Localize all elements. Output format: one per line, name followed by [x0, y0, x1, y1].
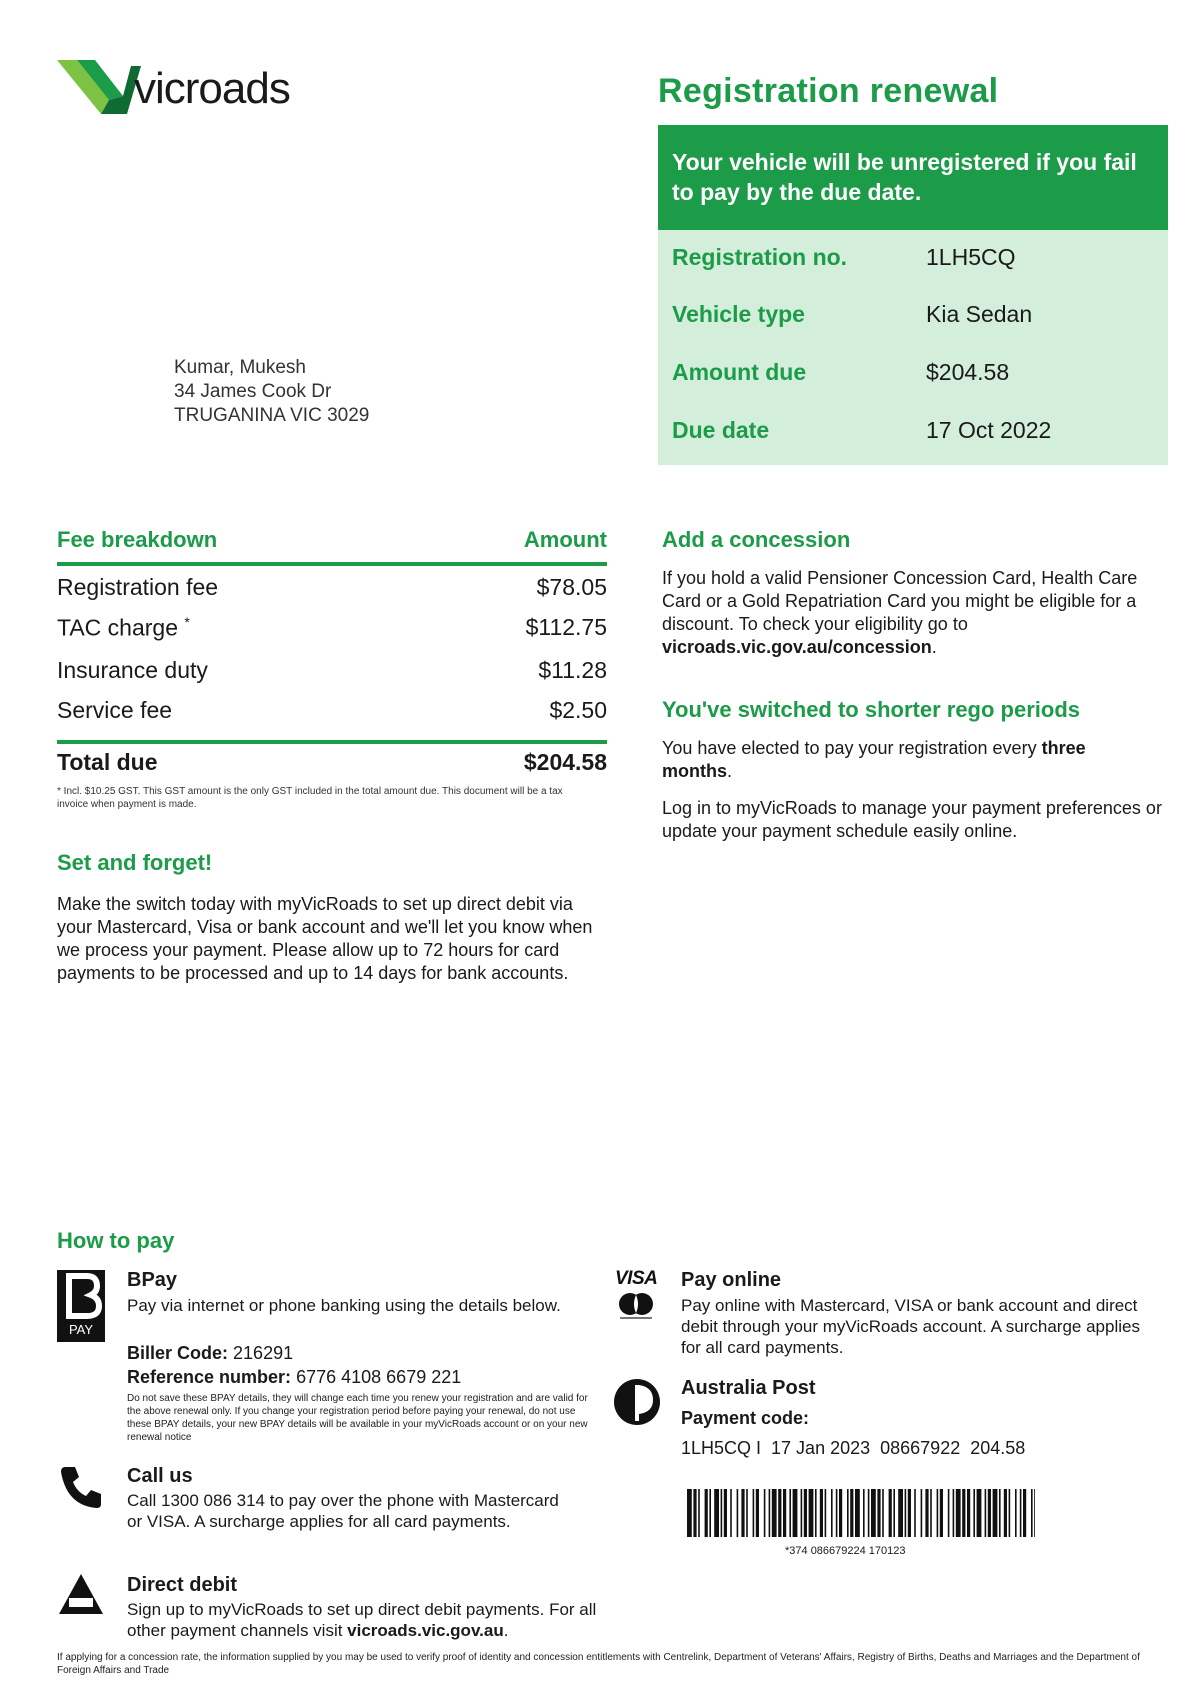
barcode-bar [988, 1489, 991, 1537]
payment-code-label: Payment code: [681, 1408, 810, 1428]
barcode-bar [746, 1489, 748, 1537]
total-row [57, 749, 607, 779]
barcode-bar [764, 1489, 766, 1537]
concession-link[interactable]: vicroads.vic.gov.au/concession [662, 637, 932, 657]
direct-debit-title: Direct debit [127, 1574, 238, 1596]
concession-title: Add a concession [662, 527, 851, 552]
fee-row [57, 614, 607, 644]
fee-amount: $112.75 [525, 614, 607, 640]
barcode-bar [977, 1489, 982, 1537]
barcode-bar [962, 1489, 965, 1537]
call-us-body: Call 1300 086 314 to pay over the phone with Mastercard or VISA. A surcharge applies for all card payments. [127, 1491, 559, 1531]
barcode-bar [1031, 1489, 1033, 1537]
fee-row [57, 657, 607, 687]
barcode-bar [756, 1489, 759, 1537]
barcode-bar [753, 1489, 755, 1537]
shorter-rego-title: You've switched to shorter rego periods [662, 697, 1081, 722]
vicroads-link[interactable]: vicroads.vic.gov.au [347, 1621, 504, 1640]
shorter-rego-body: You have elected to pay your registration every three months. [662, 738, 1086, 781]
barcode-bar [925, 1489, 928, 1537]
barcode-bar [905, 1489, 907, 1537]
barcode-bar [847, 1489, 849, 1537]
total-amount: $204.58 [523, 749, 607, 775]
barcode-bar [820, 1489, 823, 1537]
barcode-bar [769, 1489, 771, 1537]
barcode-bar [714, 1489, 719, 1537]
payment-code: 1LH5CQ I 17 Jan 2023 08667922 204.58 [681, 1438, 1026, 1458]
barcode [687, 1489, 1035, 1537]
biller-code: Biller Code: 216291 [127, 1343, 294, 1363]
address-line1: 34 James Cook Dr [174, 381, 332, 402]
barcode-bar [783, 1489, 786, 1537]
pay-online-body: Pay online with Mastercard, VISA or bank account and direct debit through your myVicRoads account. A surcharge applies for all card payments. [681, 1296, 1140, 1357]
barcode-bar [985, 1489, 987, 1537]
barcode-bar [893, 1489, 895, 1537]
barcode-bar [993, 1489, 998, 1537]
barcode-bar [1034, 1489, 1035, 1537]
fee-amount: $2.50 [549, 697, 607, 723]
barcode-bar [937, 1489, 939, 1537]
set-forget-title: Set and forget! [57, 850, 213, 875]
barcode-bar [1023, 1489, 1026, 1537]
pay-online-title: Pay online [681, 1269, 782, 1291]
bpay-title: BPay [127, 1269, 178, 1291]
fee-breakdown-header [57, 527, 607, 557]
barcode-bar [693, 1489, 696, 1537]
barcode-bar [815, 1489, 817, 1537]
barcode-bar [914, 1489, 916, 1537]
barcode-bar [908, 1489, 911, 1537]
barcode-bar [831, 1489, 833, 1537]
brand-name: vicroads [134, 64, 290, 113]
fee-row [57, 574, 607, 604]
set-forget-body: Make the switch today with myVicRoads to set up direct debit via your Mastercard, Visa or bank account and we'll let you know when we process your payment. Please allow up to 72 hours for card payments to be processed and up to 14 days for bank accounts. [57, 894, 593, 983]
detail-label: Due date [672, 417, 770, 443]
fee-label: Insurance duty [57, 657, 208, 683]
registration-details [658, 230, 1168, 465]
barcode-bar [948, 1489, 950, 1537]
bpay-body: Pay via internet or phone banking using the details below. [127, 1296, 561, 1315]
australia-post-icon [613, 1378, 661, 1426]
barcode-bar [804, 1489, 807, 1537]
detail-label: Registration no. [672, 244, 848, 270]
amount-heading: Amount [523, 527, 607, 552]
barcode-bar [741, 1489, 744, 1537]
barcode-bar [687, 1489, 692, 1537]
reference-number: Reference number: 6776 4108 6679 221 [127, 1367, 462, 1387]
fee-label: TAC charge * [57, 614, 190, 641]
detail-row-vehicle-type [672, 301, 1162, 331]
barcode-bar [898, 1489, 903, 1537]
detail-value: 1LH5CQ [926, 244, 1016, 270]
barcode-bar [1004, 1489, 1007, 1537]
fee-amount: $78.05 [536, 574, 607, 600]
barcode-bar [737, 1489, 739, 1537]
barcode-bar [778, 1489, 781, 1537]
barcode-bar [967, 1489, 970, 1537]
barcode-bar [705, 1489, 708, 1537]
divider [57, 562, 607, 566]
gst-note: * Incl. $10.25 GST. This GST amount is the only GST included in the total amount due. This document will be a tax invoice when payment is made. [57, 786, 563, 810]
fee-marker: * [184, 614, 190, 630]
footer-disclaimer: If applying for a concession rate, the information supplied by you may be used to verify proof of identity and concession entitlements with Centrelink, Department of Veterans' Affairs, Registry of Births, Deaths and Marriages and the Department of Foreign Affairs and Trade [57, 1652, 1140, 1676]
barcode-bar [930, 1489, 932, 1537]
total-label: Total due [57, 749, 158, 775]
barcode-number: *374 086679224 170123 [785, 1545, 906, 1557]
barcode-bar [1015, 1489, 1017, 1537]
barcode-bar [801, 1489, 803, 1537]
mailing-address [174, 356, 369, 428]
bpay-icon-label: PAY [68, 1322, 94, 1337]
address-name: Kumar, Mukesh [174, 357, 306, 378]
barcode-bar [868, 1489, 870, 1537]
address-line2: TRUGANINA VIC 3029 [174, 405, 370, 426]
call-us-title: Call us [127, 1465, 193, 1487]
mastercard-icon [614, 1291, 658, 1321]
detail-row-registration [672, 244, 1162, 274]
barcode-bar [836, 1489, 838, 1537]
barcode-bar [772, 1489, 777, 1537]
barcode-bar [889, 1489, 892, 1537]
barcode-bar [1020, 1489, 1022, 1537]
concession-body: If you hold a valid Pensioner Concession Card, Health Care Card or a Gold Repatriation Card you might be eligible for a discount. To check your eligibility go to vicroads.vic.gov.au/concession. [662, 568, 1138, 657]
detail-label: Amount due [672, 359, 807, 385]
barcode-bar [882, 1489, 884, 1537]
barcode-bar [940, 1489, 943, 1537]
visa-logo: VISA [615, 1268, 658, 1289]
detail-value: 17 Oct 2022 [926, 417, 1052, 443]
barcode-bar [721, 1489, 723, 1537]
fee-label: Service fee [57, 697, 173, 723]
australia-post-title: Australia Post [681, 1377, 816, 1399]
barcode-bar [698, 1489, 700, 1537]
barcode-bar [789, 1489, 791, 1537]
fee-row [57, 697, 607, 727]
barcode-bar [709, 1489, 711, 1537]
barcode-bar [724, 1489, 727, 1537]
barcode-bar [999, 1489, 1001, 1537]
detail-value: $204.58 [926, 359, 1010, 385]
period-emphasis: three months [662, 738, 1086, 781]
barcode-bar [809, 1489, 814, 1537]
barcode-bar [730, 1489, 732, 1537]
bpay-b-icon [57, 1270, 105, 1322]
fee-amount: $11.28 [538, 657, 607, 683]
detail-row-amount-due [672, 359, 1162, 389]
barcode-bar [793, 1489, 798, 1537]
fee-breakdown-title: Fee breakdown [57, 527, 218, 552]
detail-label: Vehicle type [672, 301, 805, 327]
barcode-bar [1009, 1489, 1011, 1537]
bpay-note: Do not save these BPAY details, they will change each time you renew your registration and are valid for the above renewal only. If you change your registration period before paying your renewal, do not use these BPAY details, your new BPAY details will be available in your myVicRoads account or on your new renewal notice [127, 1393, 588, 1443]
barcode-bar [921, 1489, 923, 1537]
barcode-bar [855, 1489, 860, 1537]
barcode-bar [973, 1489, 975, 1537]
bpay-icon [57, 1270, 105, 1342]
barcode-bar [839, 1489, 842, 1537]
barcode-bar [953, 1489, 955, 1537]
fee-label: Registration fee [57, 574, 219, 600]
detail-value: Kia Sedan [926, 301, 1033, 327]
direct-debit-body: Sign up to myVicRoads to set up direct debit payments. For all other payment channels visit vicroads.vic.gov.au. [127, 1600, 597, 1640]
direct-debit-icon [57, 1572, 105, 1616]
barcode-bar [956, 1489, 961, 1537]
divider [57, 740, 607, 744]
how-to-pay-title: How to pay [57, 1228, 175, 1253]
shorter-rego-manage: Log in to myVicRoads to manage your payment preferences or update your payment schedule easily online. [662, 798, 1162, 841]
phone-icon [57, 1463, 105, 1511]
warning-banner: Your vehicle will be unregistered if you fail to pay by the due date. [658, 125, 1168, 230]
barcode-bar [850, 1489, 853, 1537]
barcode-bar [871, 1489, 876, 1537]
barcode-bar [863, 1489, 865, 1537]
detail-row-due-date [672, 417, 1162, 447]
page-title: Registration renewal [658, 72, 999, 110]
barcode-bar [877, 1489, 880, 1537]
barcode-bar [825, 1489, 827, 1537]
